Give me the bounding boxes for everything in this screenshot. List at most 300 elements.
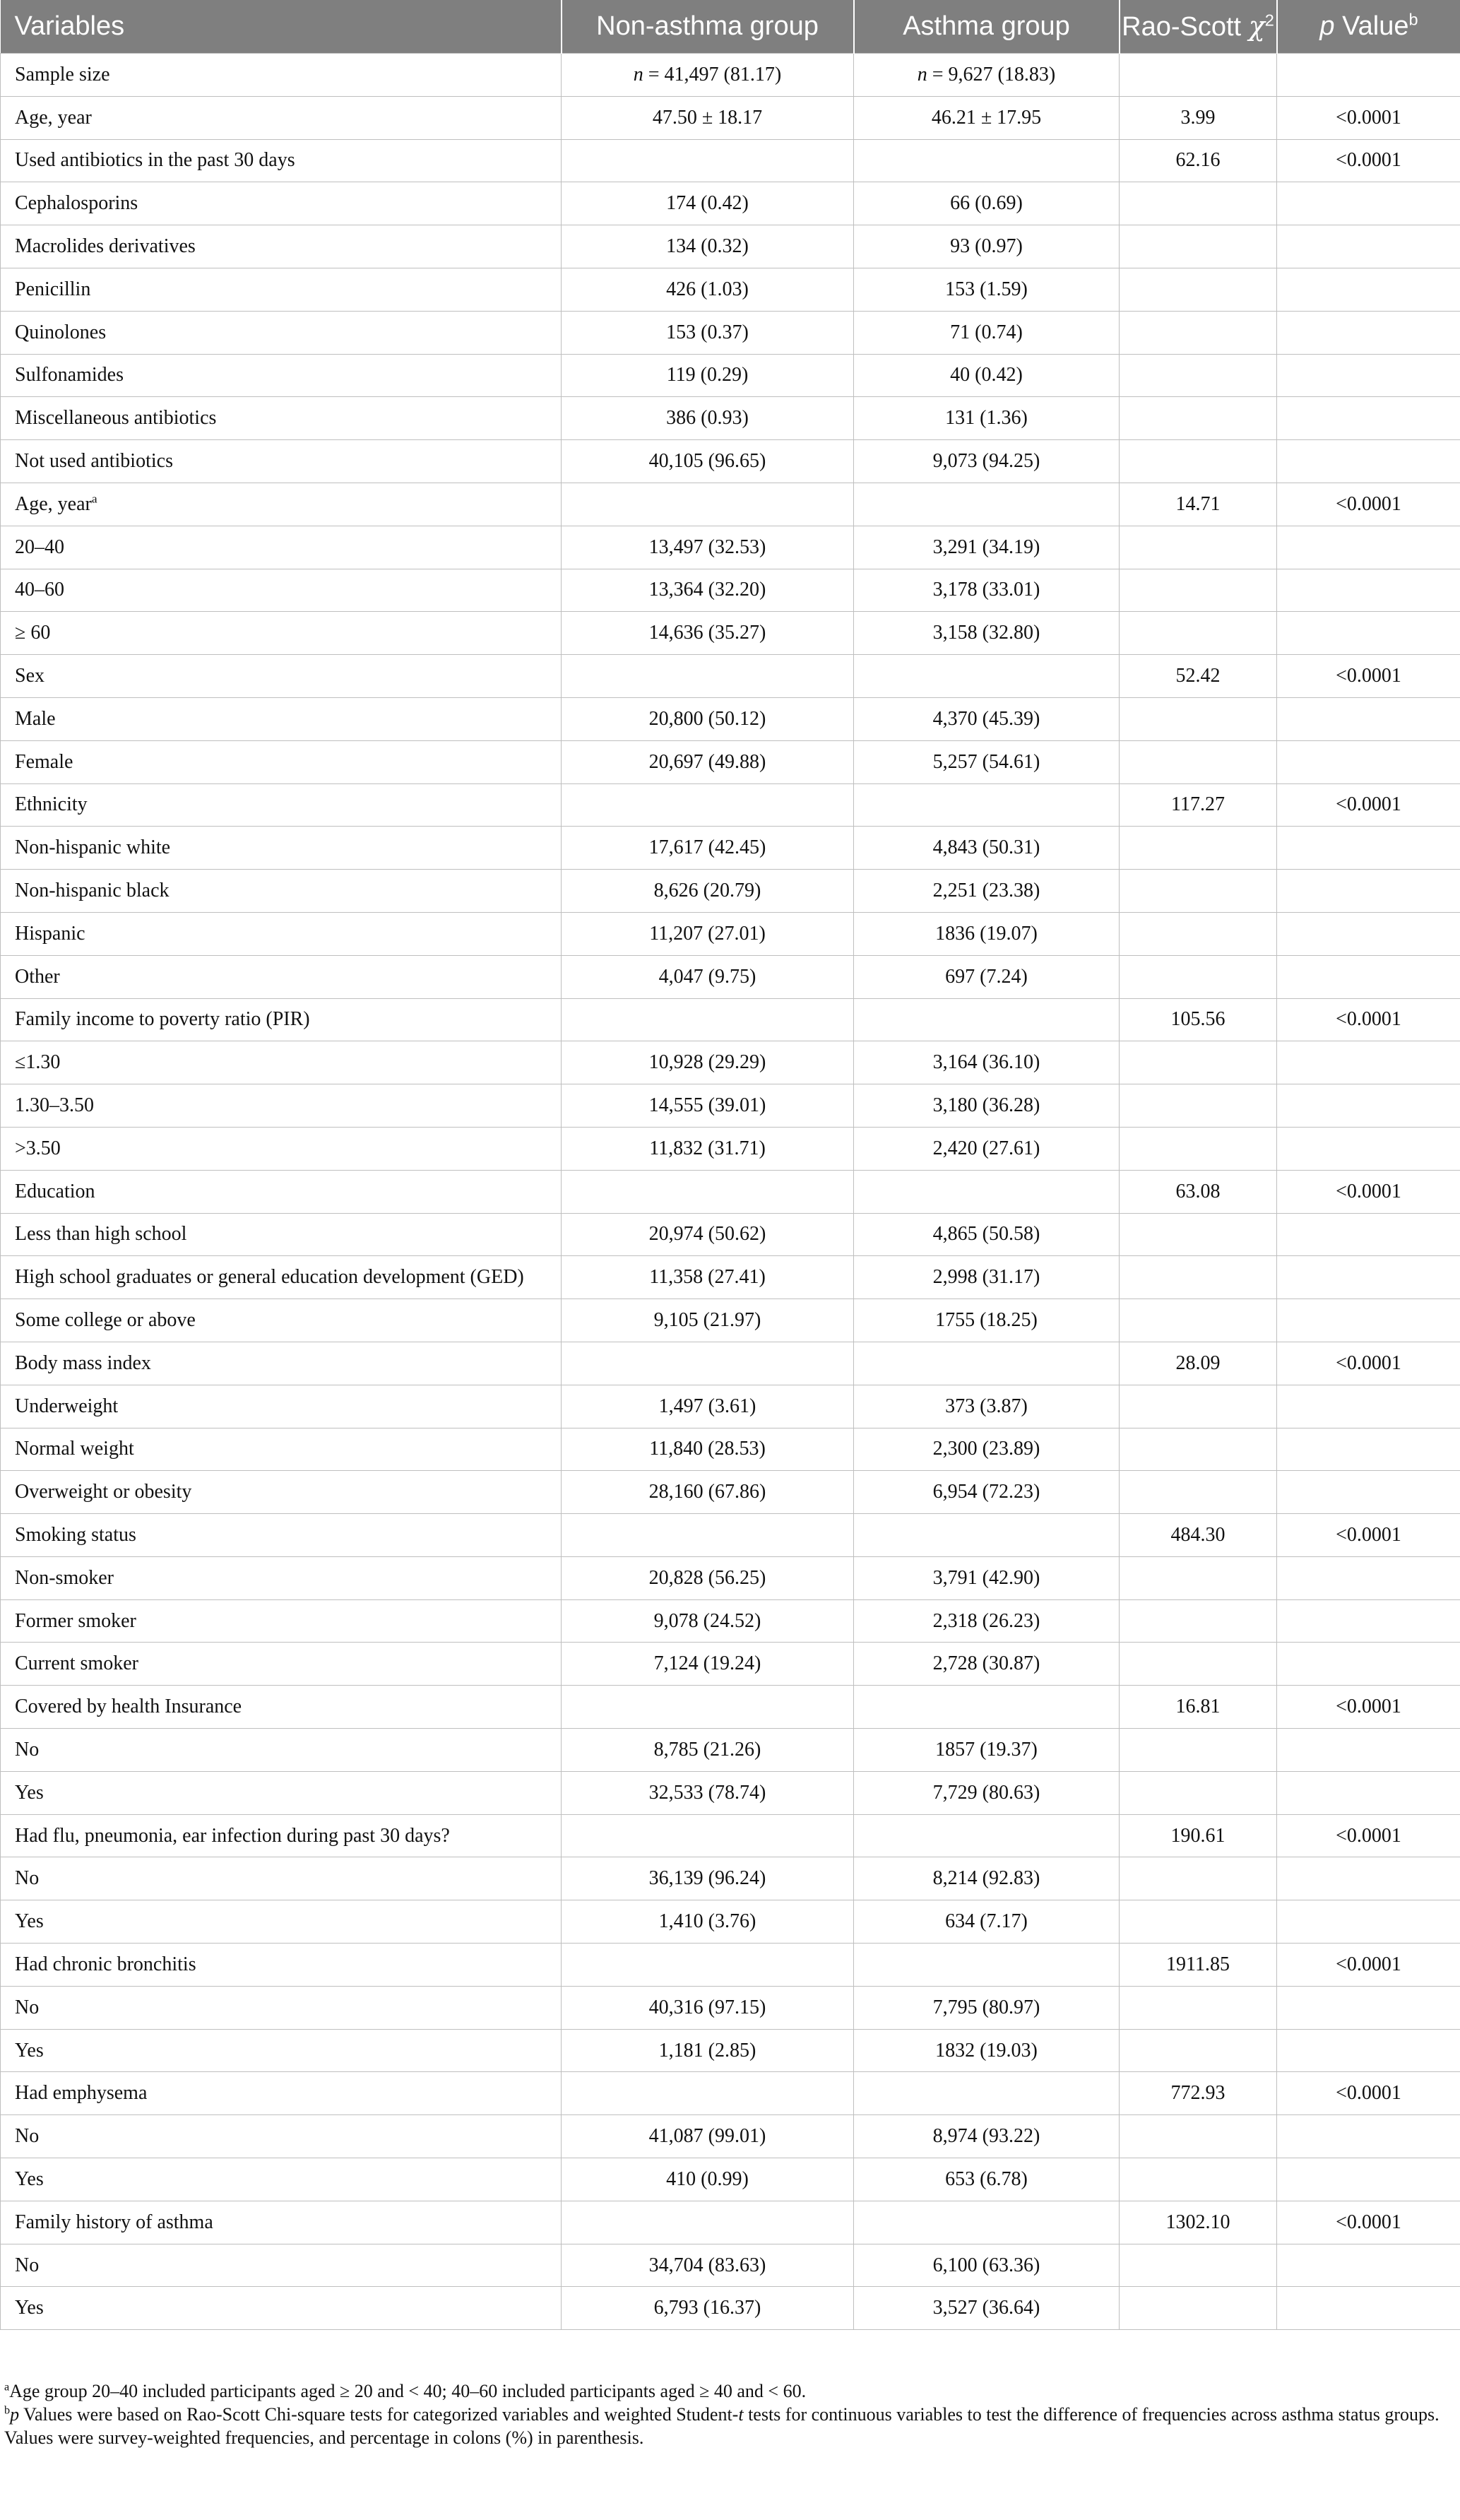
- row-chi-square-text: 1302.10: [1165, 2211, 1230, 2233]
- row-asthma-value-text: 4,843 (50.31): [932, 836, 1040, 859]
- row-label-text: No: [15, 1738, 40, 1761]
- row-chi-square: [1120, 182, 1277, 225]
- row-non-asthma-value: [562, 1556, 854, 1599]
- row-p-value: [1277, 2244, 1460, 2287]
- row-non-asthma-value-text: 17,617 (42.45): [648, 836, 766, 859]
- row-chi-square: [1120, 397, 1277, 440]
- row-chi-square: [1120, 870, 1277, 913]
- row-label: [1, 1084, 562, 1128]
- row-p-value: [1277, 1084, 1460, 1128]
- table-row: [1, 139, 1460, 182]
- row-chi-square-text: 28.09: [1175, 1351, 1221, 1374]
- row-asthma-value: [854, 2115, 1120, 2158]
- row-non-asthma-value: [562, 1771, 854, 1814]
- row-asthma-value-text: 6,954 (72.23): [932, 1481, 1040, 1503]
- row-chi-square: [1120, 827, 1277, 870]
- row-non-asthma-value: [562, 955, 854, 998]
- row-non-asthma-value-text: 11,207 (27.01): [649, 922, 766, 945]
- row-asthma-value-text: 2,998 (31.17): [932, 1266, 1040, 1289]
- table-row: [1, 912, 1460, 955]
- row-p-value: [1277, 2029, 1460, 2072]
- row-chi-square: [1120, 1084, 1277, 1128]
- row-chi-square: [1120, 955, 1277, 998]
- row-p-value: [1277, 397, 1460, 440]
- row-chi-square: [1120, 1342, 1277, 1385]
- row-asthma-value: [854, 655, 1120, 698]
- row-chi-square-text: 63.08: [1175, 1180, 1221, 1202]
- row-p-value: [1277, 268, 1460, 311]
- row-p-value: [1277, 1944, 1460, 1987]
- row-label-text: Other: [15, 965, 60, 988]
- row-asthma-value-text: 4,370 (45.39): [932, 707, 1040, 730]
- row-non-asthma-value: [562, 1814, 854, 1857]
- row-non-asthma-value: [562, 1471, 854, 1514]
- row-asthma-value-text: 7,729 (80.63): [932, 1781, 1040, 1804]
- row-non-asthma-value-text: 11,358 (27.41): [649, 1266, 766, 1289]
- row-label: [1, 1127, 562, 1170]
- row-p-value-text: <0.0001: [1336, 106, 1401, 129]
- row-p-value-text: <0.0001: [1336, 492, 1401, 515]
- row-p-value-text: <0.0001: [1336, 2211, 1401, 2233]
- row-non-asthma-value: [562, 1342, 854, 1385]
- row-non-asthma-value: [562, 2201, 854, 2244]
- row-non-asthma-value-text: 153 (0.37): [666, 321, 749, 343]
- row-asthma-value: [854, 612, 1120, 655]
- row-chi-square: [1120, 1514, 1277, 1557]
- row-p-value: [1277, 96, 1460, 139]
- header-rao-scott-text: Rao-Scott: [1122, 12, 1249, 42]
- row-p-value: [1277, 139, 1460, 182]
- footnote-b-marker: b: [4, 2404, 11, 2417]
- row-non-asthma-value-text: 34,704 (83.63): [648, 2254, 766, 2276]
- row-label-text: Hispanic: [15, 922, 85, 945]
- row-asthma-value-text: 1755 (18.25): [935, 1309, 1038, 1331]
- row-non-asthma-value-text: 47.50 ± 18.17: [652, 106, 763, 129]
- row-asthma-value: [854, 139, 1120, 182]
- table-row: [1, 354, 1460, 397]
- row-label-text: Yes: [15, 2039, 44, 2061]
- table-row: [1, 1299, 1460, 1342]
- row-asthma-value: [854, 397, 1120, 440]
- row-asthma-value-text: 373 (3.87): [945, 1395, 1028, 1417]
- row-label: [1, 1041, 562, 1084]
- row-non-asthma-value-text: 11,832 (31.71): [649, 1137, 766, 1159]
- row-asthma-value: [854, 1299, 1120, 1342]
- row-label-text: >3.50: [15, 1137, 61, 1159]
- row-asthma-value-text: 4,865 (50.58): [932, 1223, 1040, 1246]
- row-asthma-value: [854, 1084, 1120, 1128]
- row-non-asthma-value-text: 28,160 (67.86): [648, 1481, 766, 1503]
- table-row: [1, 1127, 1460, 1170]
- table-row: [1, 1385, 1460, 1428]
- row-non-asthma-value: [562, 1170, 854, 1213]
- row-p-value: [1277, 225, 1460, 268]
- row-non-asthma-value-text: 41,087 (99.01): [648, 2125, 766, 2148]
- row-asthma-value: [854, 440, 1120, 483]
- table-row: [1, 998, 1460, 1041]
- row-label-text: ≤1.30: [15, 1051, 61, 1074]
- footnote-b: [4, 2403, 1452, 2426]
- table-row: [1, 1900, 1460, 1944]
- row-non-asthma-value: [562, 1986, 854, 2029]
- header-p-value: [1277, 0, 1460, 54]
- row-non-asthma-value: [562, 1643, 854, 1686]
- row-p-value: [1277, 740, 1460, 783]
- row-chi-square: [1120, 1428, 1277, 1471]
- row-chi-square: [1120, 783, 1277, 827]
- row-label: [1, 998, 562, 1041]
- row-label: [1, 1814, 562, 1857]
- row-non-asthma-value-text: 20,974 (50.62): [648, 1223, 766, 1246]
- row-non-asthma-value: [562, 998, 854, 1041]
- row-label-text: 40–60: [15, 579, 64, 601]
- row-non-asthma-value: [562, 2029, 854, 2072]
- row-label-text: ≥ 60: [15, 622, 51, 644]
- row-p-value: [1277, 311, 1460, 354]
- row-asthma-value-text: 1857 (19.37): [935, 1738, 1038, 1761]
- row-chi-square-text: 190.61: [1170, 1824, 1225, 1847]
- row-label-text: Smoking status: [15, 1523, 136, 1546]
- row-label: [1, 1514, 562, 1557]
- row-chi-square: [1120, 1686, 1277, 1729]
- row-asthma-value: [854, 1170, 1120, 1213]
- row-non-asthma-value: [562, 740, 854, 783]
- row-label: [1, 697, 562, 740]
- row-non-asthma-value-text: 7,124 (19.24): [653, 1652, 761, 1675]
- row-chi-square: [1120, 655, 1277, 698]
- row-non-asthma-value-text: 410 (0.99): [666, 2167, 749, 2190]
- row-label: [1, 526, 562, 569]
- row-asthma-value-text: 697 (7.24): [945, 965, 1028, 988]
- table-row: [1, 1213, 1460, 1256]
- row-asthma-value: [854, 483, 1120, 526]
- table-row: [1, 483, 1460, 526]
- row-asthma-value-text: 653 (6.78): [945, 2167, 1028, 2190]
- table-row: [1, 225, 1460, 268]
- table-row: [1, 2029, 1460, 2072]
- footnote-b-text-2: tests for continuous variables to test the difference of frequencies across asthma status groups.: [743, 2404, 1440, 2425]
- row-p-value-text: <0.0001: [1336, 793, 1401, 816]
- row-label-text: Former smoker: [15, 1609, 136, 1632]
- row-label: [1, 2029, 562, 2072]
- table-row: [1, 1041, 1460, 1084]
- row-label: [1, 870, 562, 913]
- table-row-sample-size: [1, 54, 1460, 97]
- row-label-text: Miscellaneous antibiotics: [15, 407, 217, 430]
- row-label: [1, 2158, 562, 2201]
- row-asthma-value: [854, 2072, 1120, 2115]
- table-row: [1, 2072, 1460, 2115]
- row-label-text: No: [15, 1867, 40, 1890]
- row-p-value-text: <0.0001: [1336, 1180, 1401, 1202]
- row-non-asthma-value-text: 40,316 (97.15): [648, 1996, 766, 2018]
- row-asthma-value-text: 3,791 (42.90): [932, 1566, 1040, 1589]
- row-label-text: Sex: [15, 665, 44, 687]
- row-asthma-value: [854, 1900, 1120, 1944]
- row-non-asthma-value: [562, 182, 854, 225]
- table-row: [1, 2115, 1460, 2158]
- table-row: [1, 1428, 1460, 1471]
- table-row: [1, 1471, 1460, 1514]
- row-label-text: Had emphysema: [15, 2082, 148, 2105]
- row-label: [1, 783, 562, 827]
- row-chi-square: [1120, 2201, 1277, 2244]
- row-chi-square: [1120, 311, 1277, 354]
- row-chi-square: [1120, 2287, 1277, 2330]
- table-row: [1, 1514, 1460, 1557]
- row-chi-square-text: 105.56: [1170, 1008, 1225, 1031]
- row-p-value: [1277, 2072, 1460, 2115]
- row-p-value: [1277, 1299, 1460, 1342]
- row-p-value: [1277, 1385, 1460, 1428]
- row-asthma-value-text: 1836 (19.07): [935, 922, 1038, 945]
- row-label-text: Cephalosporins: [15, 192, 138, 215]
- row-non-asthma-value: [562, 1599, 854, 1643]
- row-label: [1, 440, 562, 483]
- row-asthma-value-text: 6,100 (63.36): [932, 2254, 1040, 2276]
- row-non-asthma-value: [562, 311, 854, 354]
- row-non-asthma-value-text: 1,410 (3.76): [658, 1910, 756, 1933]
- row-p-value-text: <0.0001: [1336, 1523, 1401, 1546]
- row-label: [1, 2287, 562, 2330]
- row-asthma-value: [854, 1686, 1120, 1729]
- row-p-value: [1277, 998, 1460, 1041]
- table-row: [1, 1944, 1460, 1987]
- sample-non-n: n: [633, 63, 643, 85]
- row-chi-square-text: 14.71: [1175, 492, 1221, 515]
- row-chi-square: [1120, 1643, 1277, 1686]
- sample-asthma-value: = 9,627 (18.83): [927, 63, 1056, 85]
- row-label: [1, 1857, 562, 1900]
- row-asthma-value: [854, 1857, 1120, 1900]
- row-asthma-value-text: 93 (0.97): [950, 235, 1023, 258]
- row-p-value: [1277, 655, 1460, 698]
- table-footnotes: [4, 2379, 1452, 2449]
- row-non-asthma-value: [562, 1084, 854, 1128]
- row-p-value: [1277, 1900, 1460, 1944]
- row-chi-square: [1120, 1256, 1277, 1299]
- footnote-c-text: Values were survey-weighted frequencies, and percentage in colons (%) in parenthesis.: [4, 2427, 644, 2448]
- row-non-asthma-value: [562, 225, 854, 268]
- row-asthma-value: [854, 998, 1120, 1041]
- row-non-asthma-value: [562, 1299, 854, 1342]
- row-chi-square: [1120, 1771, 1277, 1814]
- row-label: [1, 225, 562, 268]
- row-non-asthma-value: [562, 569, 854, 612]
- row-asthma-value: [854, 740, 1120, 783]
- row-chi-square: [1120, 740, 1277, 783]
- row-chi-square: [1120, 1170, 1277, 1213]
- table-row: [1, 1556, 1460, 1599]
- row-label: [1, 1213, 562, 1256]
- row-asthma-value-text: 40 (0.42): [950, 364, 1023, 386]
- row-non-asthma-value-text: 14,636 (35.27): [648, 622, 766, 644]
- row-p-value: [1277, 1556, 1460, 1599]
- row-asthma-value: [854, 1771, 1120, 1814]
- row-chi-square: [1120, 1599, 1277, 1643]
- row-label: [1, 1686, 562, 1729]
- table-row: [1, 1771, 1460, 1814]
- row-asthma-value: [854, 2158, 1120, 2201]
- footnote-a: [4, 2379, 1452, 2403]
- footnote-c: [4, 2426, 1452, 2449]
- row-chi-square-text: 62.16: [1175, 149, 1221, 172]
- row-chi-square: [1120, 2158, 1277, 2201]
- table-row: [1, 569, 1460, 612]
- row-chi-square: [1120, 1944, 1277, 1987]
- table-row: [1, 1729, 1460, 1772]
- row-asthma-value-text: 3,158 (32.80): [932, 622, 1040, 644]
- row-non-asthma-value-text: 6,793 (16.37): [653, 2297, 761, 2319]
- row-chi-square: [1120, 483, 1277, 526]
- row-chi-square: [1120, 1857, 1277, 1900]
- row-non-asthma-value-text: 14,555 (39.01): [648, 1094, 766, 1117]
- row-chi-square: [1120, 225, 1277, 268]
- row-p-value-text: <0.0001: [1336, 2082, 1401, 2105]
- table-row: [1, 1084, 1460, 1128]
- footnote-b-t: t: [738, 2404, 744, 2425]
- row-asthma-value: [854, 827, 1120, 870]
- row-label: [1, 912, 562, 955]
- row-p-value: [1277, 1729, 1460, 1772]
- row-asthma-value-text: 153 (1.59): [945, 278, 1028, 300]
- row-chi-square: [1120, 1986, 1277, 2029]
- row-label: [1, 268, 562, 311]
- row-chi-square: [1120, 1900, 1277, 1944]
- row-chi-square: [1120, 1814, 1277, 1857]
- row-p-value: [1277, 1771, 1460, 1814]
- sample-non-value: = 41,497 (81.17): [643, 63, 782, 85]
- row-asthma-value-text: 71 (0.74): [950, 321, 1023, 343]
- sample-size-p: [1277, 54, 1460, 97]
- row-asthma-value: [854, 783, 1120, 827]
- header-chi-sup: 2: [1264, 11, 1274, 30]
- row-chi-square: [1120, 1213, 1277, 1256]
- table-row: [1, 2287, 1460, 2330]
- row-label: [1, 569, 562, 612]
- row-p-value: [1277, 870, 1460, 913]
- row-chi-square: [1120, 1299, 1277, 1342]
- row-asthma-value: [854, 1814, 1120, 1857]
- row-p-value-text: <0.0001: [1336, 1824, 1401, 1847]
- row-label-text: Age, year: [15, 106, 92, 129]
- row-asthma-value: [854, 1986, 1120, 2029]
- row-non-asthma-value-text: 9,105 (21.97): [653, 1309, 761, 1331]
- row-chi-square: [1120, 526, 1277, 569]
- table-row: [1, 655, 1460, 698]
- row-label-text: Sulfonamides: [15, 364, 124, 386]
- row-non-asthma-value-text: 4,047 (9.75): [658, 965, 756, 988]
- row-label: [1, 96, 562, 139]
- row-non-asthma-value-text: 11,840 (28.53): [649, 1438, 766, 1460]
- row-chi-square: [1120, 569, 1277, 612]
- row-non-asthma-value-text: 1,497 (3.61): [658, 1395, 756, 1417]
- header-non-asthma: Non-asthma group: [562, 0, 854, 54]
- row-label: [1, 1471, 562, 1514]
- header-p-value-text: Value: [1334, 11, 1409, 41]
- row-non-asthma-value: [562, 1686, 854, 1729]
- row-label: [1, 1771, 562, 1814]
- row-asthma-value: [854, 311, 1120, 354]
- row-non-asthma-value: [562, 1428, 854, 1471]
- row-chi-square: [1120, 2072, 1277, 2115]
- row-label-text: Quinolones: [15, 321, 107, 343]
- row-label-text: Non-hispanic black: [15, 880, 170, 902]
- row-non-asthma-value: [562, 2115, 854, 2158]
- row-asthma-value-text: 2,318 (26.23): [932, 1609, 1040, 1632]
- row-chi-square: [1120, 912, 1277, 955]
- row-asthma-value: [854, 225, 1120, 268]
- row-label-text: Family history of asthma: [15, 2211, 213, 2233]
- row-label-text: Macrolides derivatives: [15, 235, 196, 258]
- row-p-value-text: <0.0001: [1336, 1008, 1401, 1031]
- table-row: [1, 1986, 1460, 2029]
- row-p-value-text: <0.0001: [1336, 149, 1401, 172]
- row-chi-square: [1120, 1041, 1277, 1084]
- row-p-value: [1277, 182, 1460, 225]
- row-asthma-value: [854, 1471, 1120, 1514]
- row-non-asthma-value: [562, 912, 854, 955]
- table-row: [1, 440, 1460, 483]
- row-chi-square-text: 16.81: [1175, 1696, 1221, 1718]
- table-row: [1, 2201, 1460, 2244]
- row-label-text: No: [15, 1996, 40, 2018]
- row-non-asthma-value: [562, 783, 854, 827]
- row-label: [1, 1170, 562, 1213]
- row-asthma-value: [854, 1385, 1120, 1428]
- row-label: [1, 1256, 562, 1299]
- row-non-asthma-value: [562, 1127, 854, 1170]
- row-non-asthma-value: [562, 1385, 854, 1428]
- row-label-text: Covered by health Insurance: [15, 1696, 242, 1718]
- row-non-asthma-value-text: 8,785 (21.26): [653, 1738, 761, 1761]
- row-p-value: [1277, 827, 1460, 870]
- row-p-value: [1277, 1686, 1460, 1729]
- row-label-text: Overweight or obesity: [15, 1481, 192, 1503]
- row-chi-square-text: 117.27: [1171, 793, 1225, 816]
- row-label: [1, 655, 562, 698]
- row-label: [1, 1599, 562, 1643]
- row-non-asthma-value: [562, 526, 854, 569]
- row-p-value: [1277, 483, 1460, 526]
- row-label-sup: a: [91, 492, 97, 506]
- header-chi-symbol: χ: [1248, 11, 1265, 42]
- row-asthma-value: [854, 1556, 1120, 1599]
- header-variables: Variables: [1, 0, 562, 54]
- row-asthma-value: [854, 697, 1120, 740]
- row-asthma-value: [854, 2201, 1120, 2244]
- row-label-text: Family income to poverty ratio (PIR): [15, 1008, 310, 1031]
- row-asthma-value-text: 3,291 (34.19): [932, 536, 1040, 558]
- row-non-asthma-value: [562, 268, 854, 311]
- row-asthma-value: [854, 569, 1120, 612]
- row-asthma-value: [854, 1127, 1120, 1170]
- row-asthma-value: [854, 870, 1120, 913]
- row-non-asthma-value-text: 119 (0.29): [666, 364, 749, 386]
- row-p-value: [1277, 1170, 1460, 1213]
- row-non-asthma-value: [562, 440, 854, 483]
- row-non-asthma-value-text: 9,078 (24.52): [653, 1609, 761, 1632]
- row-p-value: [1277, 783, 1460, 827]
- row-p-value-text: <0.0001: [1336, 1696, 1401, 1718]
- row-non-asthma-value: [562, 1256, 854, 1299]
- table-row: [1, 740, 1460, 783]
- row-p-value: [1277, 2201, 1460, 2244]
- table-row: [1, 783, 1460, 827]
- row-label: [1, 311, 562, 354]
- sample-asthma-n: n: [917, 63, 927, 85]
- table-row: [1, 526, 1460, 569]
